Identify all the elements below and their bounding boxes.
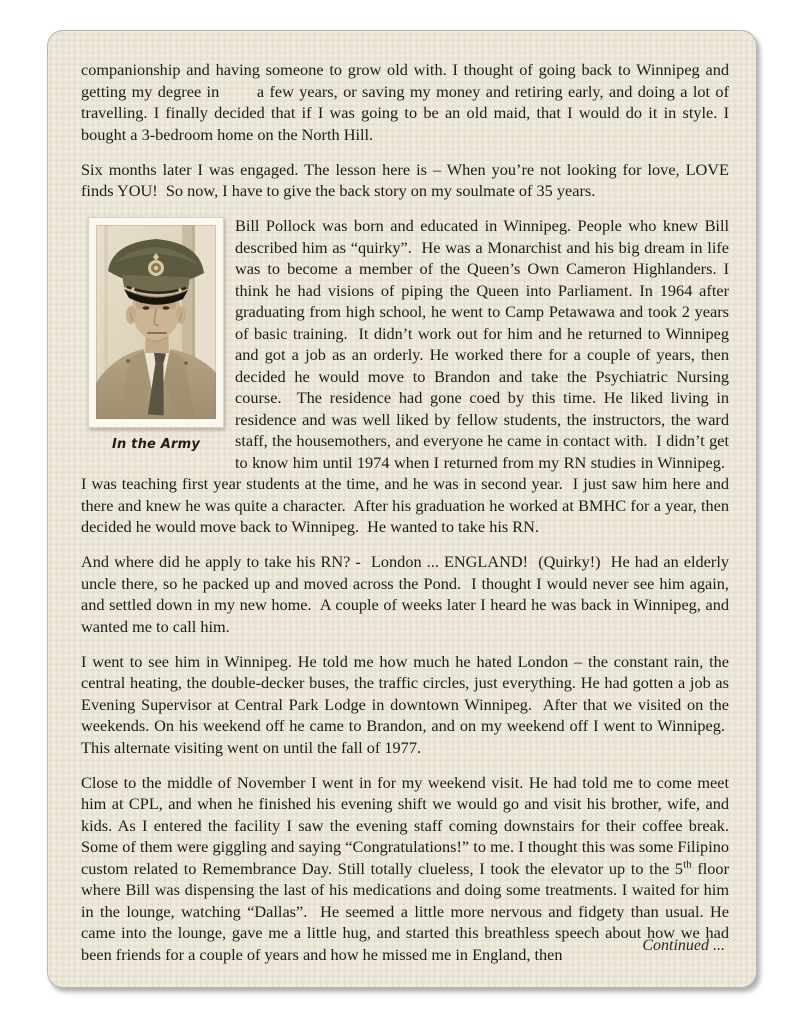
continued-note: Continued ... [642, 937, 725, 954]
photo-caption: In the Army [111, 437, 201, 452]
paragraph-bill-pollock: Bill Pollock was born and educated in Winnipeg. People who knew Bill described him as “quirky”. He was a Monarchist and his big dream in life was to become a member of the Queen’s Own Cameron Highlanders. I think he had visions of piping the Queen into Parliament. In 1964 after graduating from high school, he went to Camp Petawawa and took 2 years of basic training. It didn’t work out for him and he returned to Winnipeg and got a job as an orderly. He worked there for a couple of years, then decided he would move to Brandon and take the Psychiatric Nursing course. The residence had gone coed by this time. He liked living in residence and was well liked by fellow students, the instructors, the ward staff, the housemothers, and everyone he came in contact with. I didn’t get to know him until 1974 when I returned from my RN studies in Winnipeg. I was teaching first year students at the time, and he was in second year. I just saw him here and there and knew he was quite a character. After his graduation he worked at BMHC for a year, then decided he would move back to Winnipeg. He wanted to take his RN. [81, 216, 729, 536]
army-photo-figure [88, 217, 224, 456]
paragraph-london-england: And where did he apply to take his RN? - London ... ENGLAND! (Quirky!) He had an elderly uncle there, so he packed up and moved across the Pond. I thought I would never see him again, and settled down in my new home. A couple of weeks later I heard he was back in Winnipeg, and wanted me to call him. [81, 552, 729, 636]
paragraph-november-visit [81, 772, 729, 966]
paragraph-engaged: Six months later I was engaged. The lesson here is – When you’re not looking for love, LOVE finds YOU! So now, I have to give the back story on my soulmate of 35 years. [81, 159, 729, 200]
paragraph-november-part2: floor where Bill was dispensing the last of his medications and doing some treatments. I waited for him in the lounge, watching “Dallas”. He seemed a little more nervous and fidgety than usual. He came into the lounge, gave me a little hug, and started this breathless speech about how we had been friends for a couple of years and how he missed me in England, then [81, 858, 729, 964]
paragraph-companionship: companionship and having someone to grow old with. I thought of going back to Winnipeg and getting my degree in a few years, or saving my money and retiring early, and doing a lot of travelling. I finally decided that if I was going to be an old maid, that I would do it in style. I bought a 3-bedroom home on the North Hill. [81, 60, 729, 144]
memoir-page [47, 30, 757, 988]
paragraph-november-part1: Close to the middle of November I went in for my weekend visit. He had told me to come meet him at CPL, and when he finished his evening shift we would go and visit his brother, wife, and kids. As I entered the facility I saw the evening staff coming downstairs for their coffee break. Some of them were giggling and saying “Congratulations!” to me. I thought this was some Filipino custom related to Remembrance Day. Still totally clueless, I took the elevator up to the 5 [81, 772, 729, 878]
ordinal-superscript: th [683, 858, 692, 871]
army-portrait-photo [96, 225, 216, 419]
photo-frame [88, 217, 224, 428]
paragraph-hated-london: I went to see him in Winnipeg. He told me how much he hated London – the constant rain, the central heating, the double-decker buses, the traffic circles, just everything. He had gotten a job as Evening Supervisor at Central Park Lodge in downtown Winnipeg. After that we visited on the weekends. On his weekend off he came to Brandon, and on my weekend off I went to Winnipeg. This alternate visiting went on until the fall of 1977. [81, 651, 729, 757]
page-content [48, 31, 756, 965]
